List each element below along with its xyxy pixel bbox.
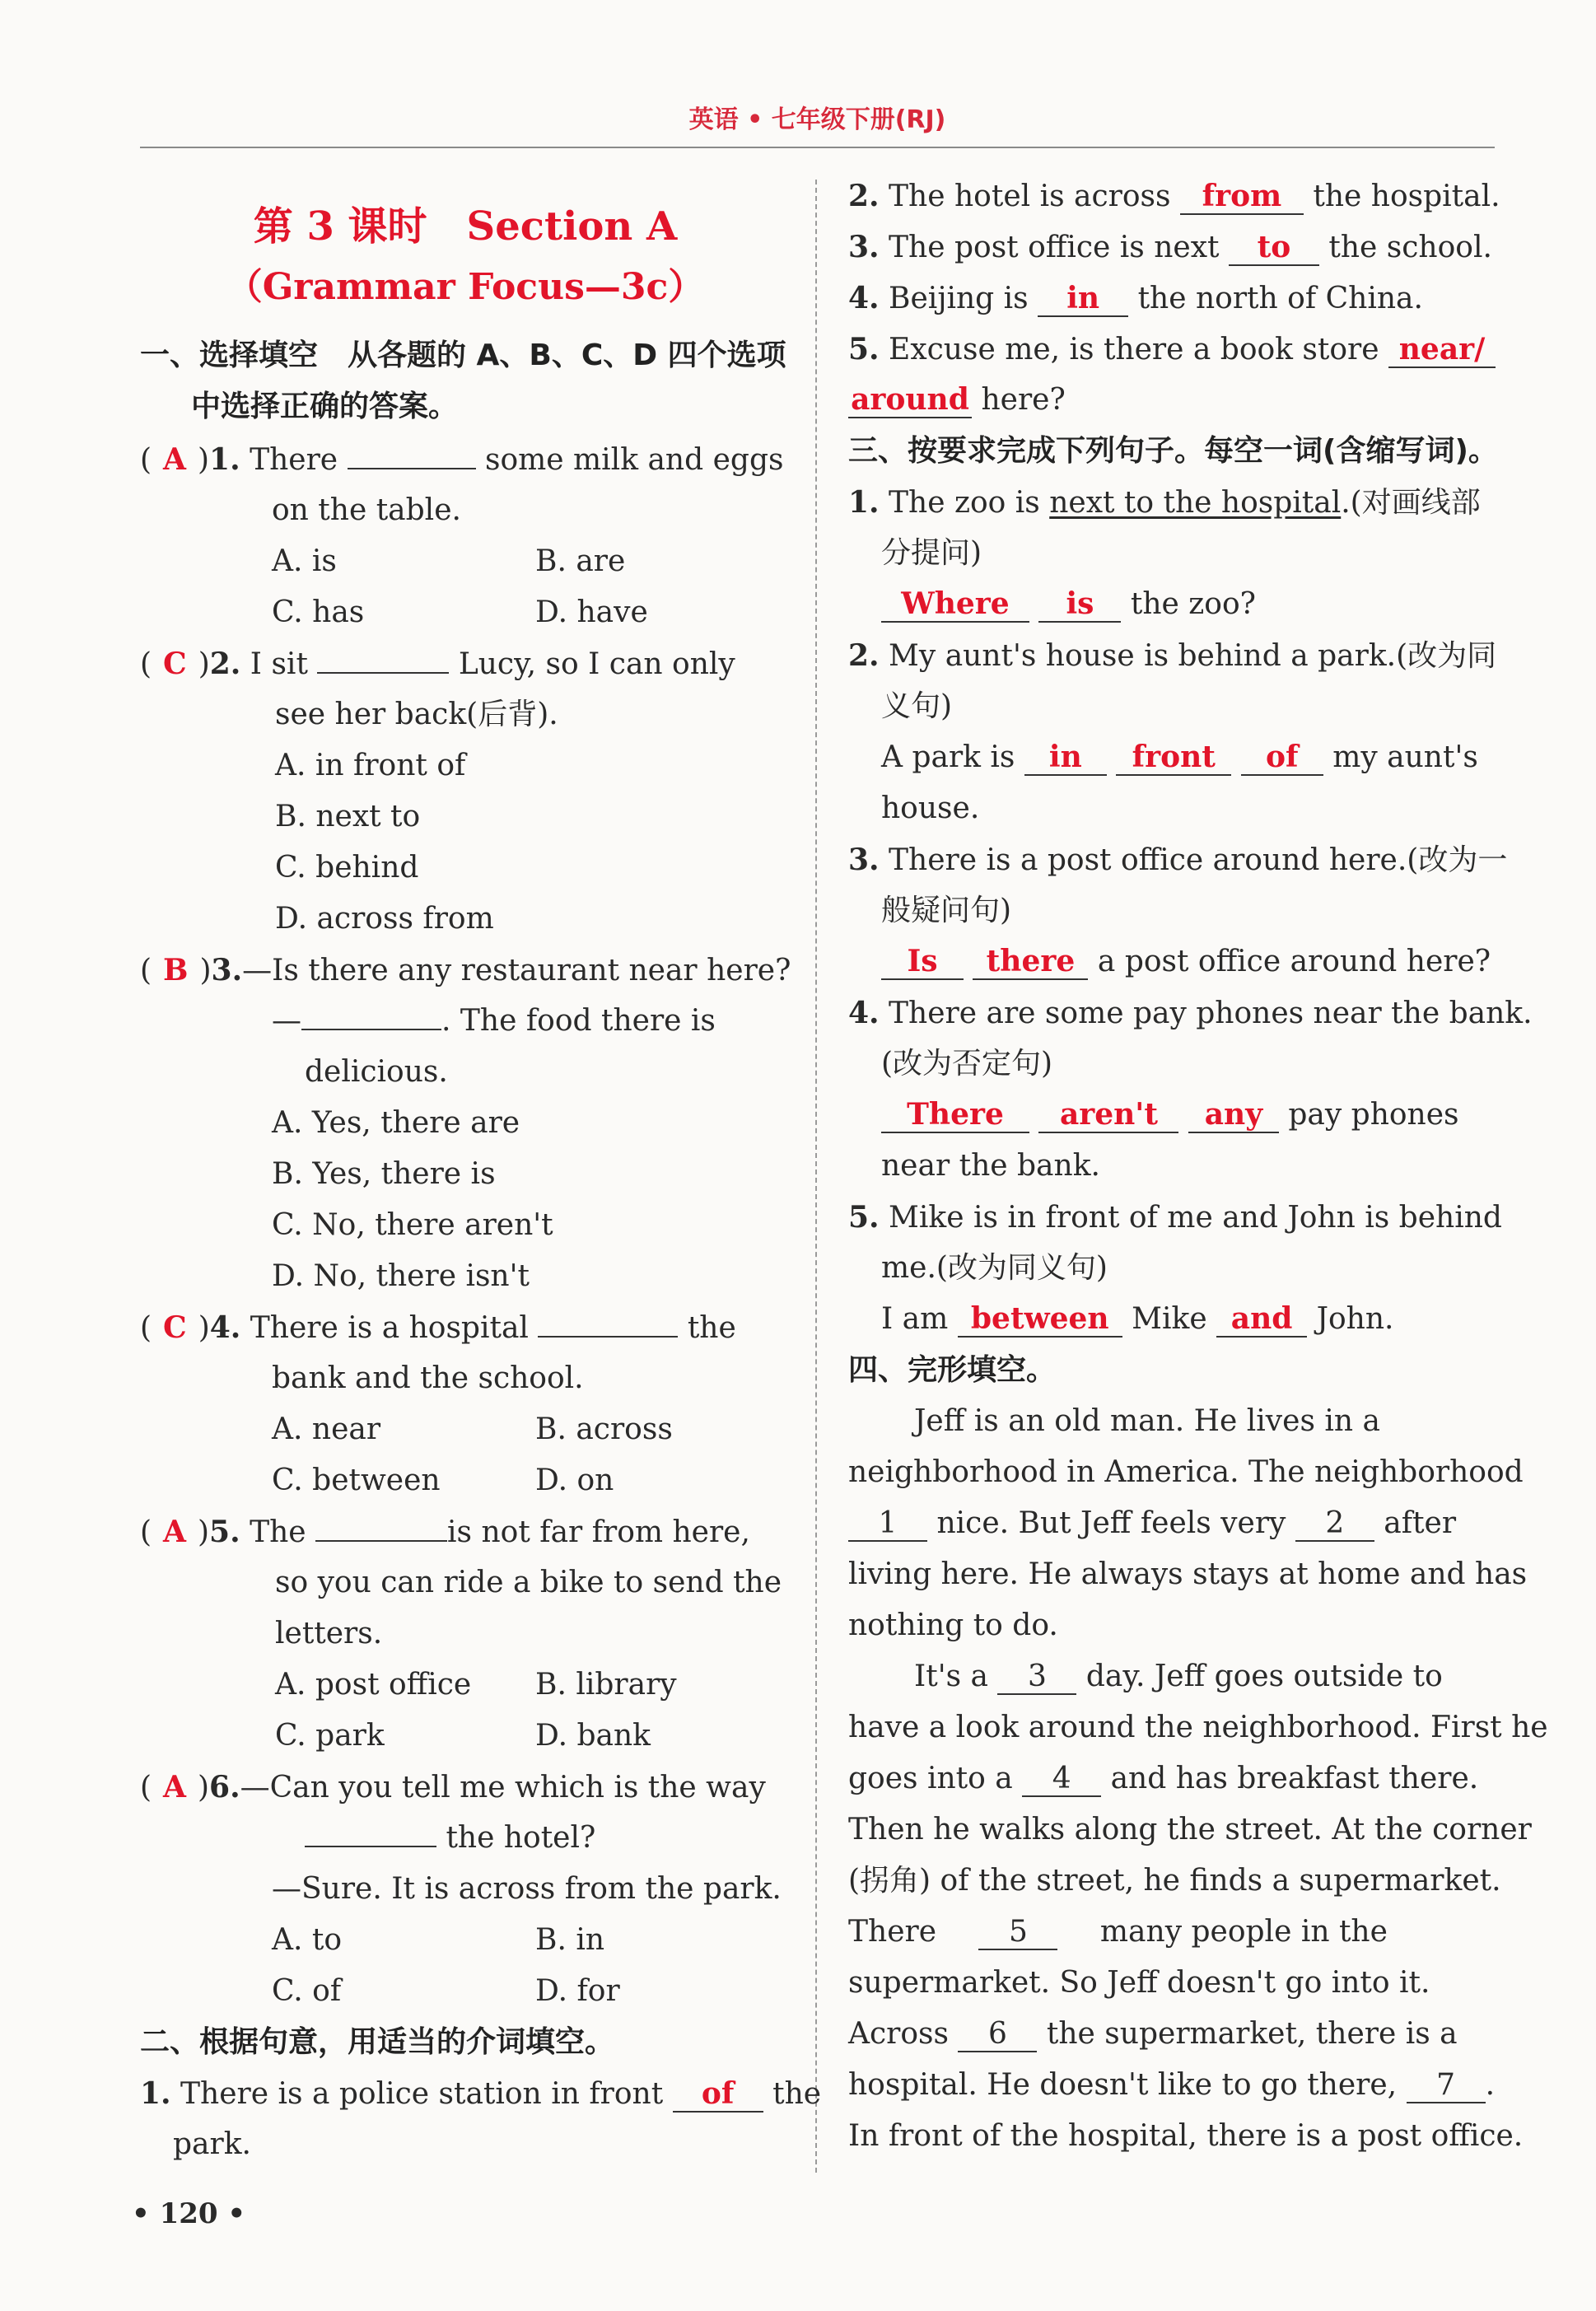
option: B. are (535, 544, 626, 578)
answer-fill-5a: near/ (1398, 332, 1486, 366)
fill-item-1-cont: park. (173, 2127, 251, 2161)
option: A. in front of (275, 749, 466, 782)
passage-line: 1 nice. But Jeff feels very 2 after (848, 1506, 1456, 1542)
lesson-title: 第 3 课时 Section A (253, 203, 678, 250)
underlined-phrase: next to the hospital (1049, 486, 1342, 520)
option: B. next to (275, 800, 421, 833)
option: A. to (272, 1923, 343, 1957)
option: B. Yes, there is (272, 1157, 496, 1191)
option: C. No, there aren't (272, 1208, 553, 1242)
option: A. near (272, 1412, 381, 1446)
page-number: • 120 • (132, 2197, 246, 2230)
option: C. of (272, 1974, 342, 2008)
answer-s4-1: There (907, 1097, 1004, 1132)
answer-q1: A (163, 442, 186, 477)
answer-fill-3: to (1257, 230, 1291, 264)
answer-q2: C (163, 647, 187, 681)
cloze-blank-4: 4 (1022, 1762, 1101, 1797)
fill-item-1: 1. There is a police station in front of the (140, 2076, 822, 2111)
running-header: 英语 • 七年级下册(RJ) (688, 105, 946, 134)
rewrite-3-cont: 般疑问句) (881, 894, 1012, 927)
passage-line: Jeff is an old man. He lives in a (914, 1404, 1380, 1438)
answer-s1-1: Where (901, 586, 1010, 621)
answer-s5-1: between (970, 1301, 1109, 1336)
question-5-cont2: letters. (275, 1617, 383, 1650)
question-6-cont2: —Sure. It is across from the park. (272, 1872, 782, 1906)
question-5-cont: so you can ride a bike to send the (275, 1566, 782, 1599)
blank (301, 1029, 441, 1030)
rewrite-4-cont2: near the bank. (881, 1149, 1100, 1183)
rewrite-3-answer: Is there a post office around here? (881, 944, 1491, 980)
passage-line: have a look around the neighborhood. First he (848, 1711, 1548, 1744)
fill-item-2: 2. The hotel is across from the hospital. (848, 179, 1500, 213)
rewrite-1-cont: 分提问) (881, 536, 982, 570)
option: D. have (535, 595, 648, 629)
blank (348, 468, 476, 469)
passage-line: hospital. He doesn't like to go there, 7 . (848, 2068, 1496, 2102)
section2-heading: 二、根据句意，用适当的介词填空。 (140, 2025, 615, 2059)
rewrite-2-cont: 义句) (881, 689, 953, 723)
question-3-cont2: delicious. (305, 1055, 448, 1089)
column-divider (815, 180, 817, 2173)
cloze-blank-1: 1 (848, 1507, 927, 1542)
passage-line: (拐角) of the street, he finds a supermarket. (848, 1864, 1501, 1898)
answer-q3: B (163, 953, 189, 987)
answer-s2-1: in (1048, 740, 1082, 774)
answer-s4-2: aren't (1059, 1097, 1158, 1132)
blank (538, 1336, 678, 1338)
passage-line: In front of the hospital, there is a post office. (848, 2119, 1524, 2153)
passage-line: neighborhood in America. The neighborhood (848, 1455, 1524, 1489)
option: B. in (535, 1923, 605, 1957)
rewrite-1-answer: Where is the zoo? (881, 586, 1256, 623)
rewrite-5-cont: me.(改为同义句) (881, 1251, 1108, 1285)
passage-line: living here. He always stays at home and has (848, 1557, 1528, 1591)
rewrite-2-answer: A park is in front of my aunt's (881, 740, 1478, 774)
cloze-blank-3: 3 (997, 1660, 1076, 1695)
fill-item-5-cont: around here? (848, 382, 1066, 418)
answer-q4: C (163, 1310, 187, 1345)
fill-item-4: 4. Beijing is in the north of China. (848, 281, 1423, 315)
passage-line: nothing to do. (848, 1608, 1058, 1642)
rewrite-4: 4. There are some pay phones near the bank. (848, 996, 1533, 1030)
answer-q5: A (163, 1515, 186, 1549)
passage-line: Across 6 the supermarket, there is a (848, 2017, 1458, 2051)
question-1: ( A )1. There some milk and eggs (140, 442, 784, 477)
question-2-cont: see her back(后背). (275, 698, 558, 731)
passage-line: It's a 3 day. Jeff goes outside to (914, 1660, 1443, 1693)
option: A. post office (275, 1668, 472, 1702)
passage-line: goes into a 4 and has breakfast there. (848, 1762, 1479, 1795)
answer-s3-2: there (986, 944, 1076, 978)
cloze-blank-6: 6 (958, 2018, 1037, 2052)
answer-s3-1: Is (907, 944, 938, 978)
question-6: ( A )6.—Can you tell me which is the way (140, 1770, 766, 1804)
option: D. across from (275, 902, 494, 936)
section1-heading-cont: 中选择正确的答案。 (191, 390, 459, 423)
rewrite-2: 2. My aunt's house is behind a park.(改为同 (848, 638, 1497, 673)
answer-s2-3: of (1266, 740, 1299, 774)
question-3: ( B )3.—Is there any restaurant near here? (140, 953, 791, 987)
option: A. Yes, there are (272, 1106, 520, 1140)
passage-line: There 5 many people in the (848, 1915, 1388, 1949)
header-rule (140, 147, 1495, 148)
question-4: ( C )4. There is a hospital the (140, 1310, 736, 1345)
rewrite-1: 1. The zoo is next to the hospital.(对画线部 (848, 485, 1481, 520)
rewrite-4-cont: (改为否定句) (881, 1047, 1053, 1081)
answer-s2-2: front (1132, 740, 1216, 774)
option: A. is (272, 544, 337, 578)
option: C. between (272, 1464, 441, 1497)
question-5: ( A )5. The is not far from here, (140, 1515, 750, 1549)
option: B. library (535, 1668, 677, 1702)
cloze-blank-2: 2 (1295, 1507, 1374, 1542)
option: B. across (535, 1412, 673, 1446)
rewrite-5-answer: I am between Mike and John. (881, 1301, 1394, 1336)
cloze-blank-5: 5 (978, 1916, 1057, 1950)
cloze-blank-7: 7 (1407, 2069, 1486, 2103)
rewrite-3: 3. There is a post office around here.(改为一 (848, 843, 1508, 877)
blank (315, 1540, 447, 1542)
blank (305, 1846, 436, 1847)
answer-s1-2: is (1066, 586, 1094, 621)
fill-item-3: 3. The post office is next to the school. (848, 230, 1492, 264)
section4-heading: 四、完形填空。 (848, 1353, 1057, 1387)
blank (317, 672, 449, 674)
option: C. has (272, 595, 365, 629)
answer-fill-2: from (1202, 179, 1282, 213)
answer-s4-3: any (1204, 1097, 1263, 1132)
question-6-cont: the hotel? (305, 1820, 595, 1856)
rewrite-2-cont2: house. (881, 791, 980, 825)
option: C. park (275, 1719, 385, 1753)
option: C. behind (275, 851, 419, 885)
question-2: ( C )2. I sit Lucy, so I can only (140, 647, 735, 681)
passage-line: Then he walks along the street. At the corner (848, 1813, 1532, 1846)
fill-item-5: 5. Excuse me, is there a book store near/ (848, 331, 1496, 368)
rewrite-5: 5. Mike is in front of me and John is behind (848, 1200, 1502, 1235)
section1-heading: 一、选择填空 从各题的 A、B、C、D 四个选项 (140, 338, 786, 372)
option: D. for (535, 1974, 620, 2008)
answer-s5-2: and (1230, 1301, 1293, 1336)
option: D. No, there isn't (272, 1259, 530, 1293)
question-4-cont: bank and the school. (272, 1361, 584, 1395)
answer-fill-5b: around (851, 382, 969, 417)
option: D. bank (535, 1719, 651, 1753)
option: D. on (535, 1464, 614, 1497)
passage-line: supermarket. So Jeff doesn't go into it. (848, 1966, 1430, 2000)
answer-q6: A (163, 1770, 186, 1804)
answer-fill-4: in (1066, 281, 1100, 315)
rewrite-4-answer: There aren't any pay phones (881, 1097, 1459, 1133)
question-1-cont: on the table. (272, 493, 461, 527)
section3-heading: 三、按要求完成下列句子。每空一词(含缩写词)。 (848, 434, 1498, 468)
answer-fill-1: of (701, 2076, 735, 2111)
question-3-cont: — . The food there is (272, 1004, 716, 1038)
lesson-subtitle: （Grammar Focus—3c） (226, 266, 705, 308)
